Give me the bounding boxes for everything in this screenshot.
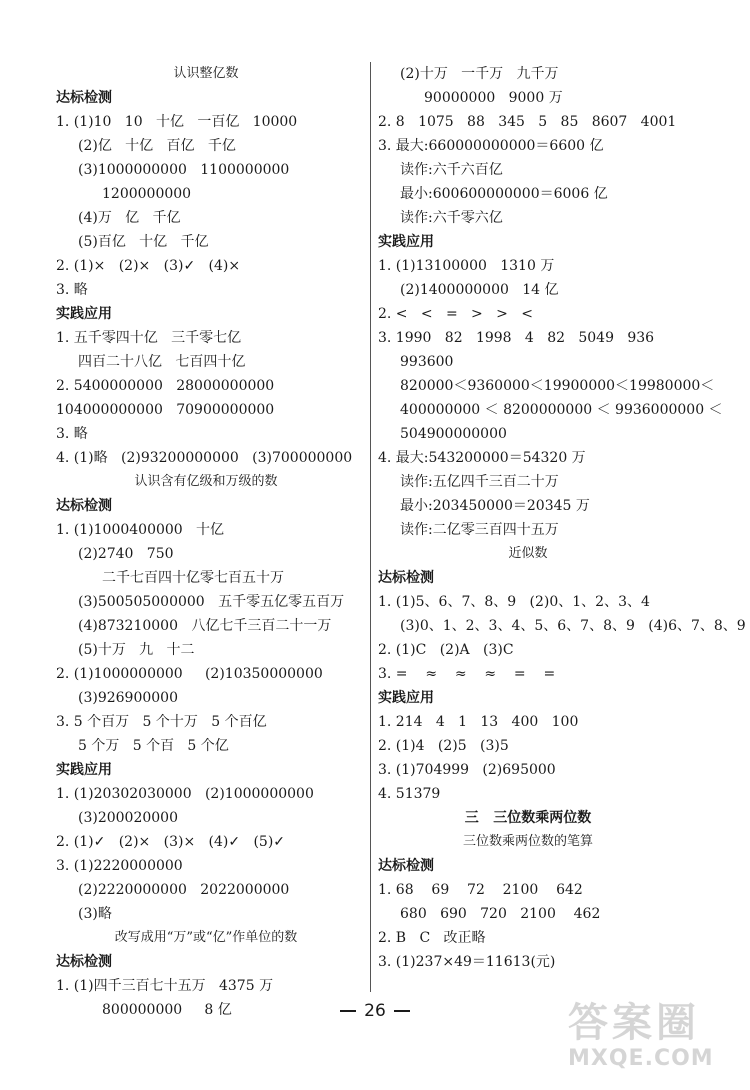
answer-line: 4. 最大:543200000＝54320 万: [378, 450, 586, 466]
answer-line: (2)2220000000 2022000000: [78, 882, 290, 898]
answer-line: 3. (1)704999 (2)695000: [378, 762, 556, 778]
answer-line: 504900000000: [400, 426, 507, 442]
answer-line: 1. (1)10 10 十亿 一百亿 10000: [56, 114, 298, 130]
answer-line: 820000＜9360000＜19900000＜19980000＜: [400, 378, 715, 394]
answer-line: 2. (1)1000000000 (2)10350000000: [56, 666, 323, 682]
answer-line: (3)500505000000 五千零五亿零五百万: [78, 594, 345, 610]
answer-line: (3)926900000: [78, 690, 178, 706]
answer-line: 读作:二亿零三百四十五万: [400, 522, 559, 538]
answer-line: 90000000 9000 万: [424, 90, 563, 106]
answer-line: 四百二十八亿 七百四十亿: [78, 354, 246, 370]
lesson-title: 近似数: [508, 546, 548, 561]
answer-line: 5 个万 5 个百 5 个亿: [78, 738, 229, 754]
answer-line: 2. (1)4 (2)5 (3)5: [378, 738, 509, 754]
answer-line: 1. 五千零四十亿 三千零七亿: [56, 330, 242, 346]
left-column: [56, 62, 356, 1022]
section-heading: 达标检测: [56, 498, 112, 514]
page-number-text: 26: [364, 1001, 386, 1021]
answer-line: 3. = ≈ ≈ ≈ = =: [378, 666, 556, 682]
answer-line: 104000000000 70900000000: [56, 402, 275, 418]
answer-line: 最小:203450000＝20345 万: [400, 498, 590, 514]
answer-line: (4)873210000 八亿七千三百二十一万: [78, 618, 332, 634]
answer-line: (2)2740 750: [78, 546, 174, 562]
answer-line: (5)百亿 十亿 千亿: [78, 234, 209, 250]
answer-line: (4)万 亿 千亿: [78, 210, 181, 226]
lesson-title: 认识整亿数: [173, 66, 239, 81]
answer-line: (2)1400000000 14 亿: [400, 282, 559, 298]
answer-line: 读作:五亿四千三百二十万: [400, 474, 559, 490]
answer-line: 680 690 720 2100 462: [400, 906, 601, 922]
answer-line: 二千七百四十亿零七百五十万: [102, 570, 284, 586]
answer-line: (2)十万 一千万 九千万: [400, 66, 559, 82]
right-column: [378, 62, 746, 974]
answer-line: 3. (1)2220000000: [56, 858, 183, 874]
section-heading: 达标检测: [56, 954, 112, 970]
section-heading: 达标检测: [378, 570, 434, 586]
answer-line: 993600: [400, 354, 454, 370]
lesson-title: 三 三位数乘两位数: [464, 810, 592, 826]
answer-line: 3. 略: [56, 282, 88, 298]
column-divider: [370, 62, 371, 992]
answer-line: 400000000 ＜ 8200000000 ＜ 9936000000 ＜: [400, 402, 723, 418]
page-number: [300, 996, 450, 1026]
answer-line: 1. (1)13100000 1310 万: [378, 258, 555, 274]
answer-line: 1. (1)5、6、7、8、9 (2)0、1、2、3、4: [378, 594, 650, 610]
answer-line: 1. (1)1000400000 十亿: [56, 522, 225, 538]
section-heading: 实践应用: [56, 306, 112, 322]
answer-line: 2. < < = > > <: [378, 306, 533, 322]
answer-line: (3)1000000000 1100000000: [78, 162, 290, 178]
answer-line: 读作:六千六百亿: [400, 162, 503, 178]
answer-line: 4. 51379: [378, 786, 441, 802]
lesson-title: 三位数乘两位数的笔算: [462, 834, 593, 849]
answer-line: 最小:600600000000＝6006 亿: [400, 186, 608, 202]
answer-line: 3. 1990 82 1998 4 82 5049 936: [378, 330, 655, 346]
watermark-logo: [568, 1000, 738, 1080]
answer-line: 2. (1)× (2)× (3)✓ (4)×: [56, 258, 241, 274]
answer-line: 1. (1)20302030000 (2)1000000000: [56, 786, 314, 802]
answer-line: (5)十万 九 十二: [78, 642, 195, 658]
section-heading: 达标检测: [378, 858, 434, 874]
answer-line: 3. 略: [56, 426, 88, 442]
answer-line: 4. (1)略 (2)93200000000 (3)700000000: [56, 450, 353, 466]
section-heading: 实践应用: [378, 234, 434, 250]
answer-line: (3)0、1、2、3、4、5、6、7、8、9 (4)6、7、8、9: [400, 618, 746, 634]
answer-line: 读作:六千零六亿: [400, 210, 503, 226]
answer-line: 3. 最大:660000000000＝6600 亿: [378, 138, 604, 154]
lesson-title: 改写成用“万”或“亿”作单位的数: [114, 930, 298, 945]
section-heading: 实践应用: [378, 690, 434, 706]
answer-line: 1. (1)四千三百七十五万 4375 万: [56, 978, 274, 994]
answer-line: (3)200020000: [78, 810, 178, 826]
answer-line: 1. 214 4 1 13 400 100: [378, 714, 579, 730]
section-heading: 实践应用: [56, 762, 112, 778]
answer-line: 2. (1)C (2)A (3)C: [378, 642, 514, 658]
answer-line: (3)略: [78, 906, 112, 922]
answer-line: 2. 8 1075 88 345 5 85 8607 4001: [378, 114, 677, 130]
answer-line: 2. (1)✓ (2)× (3)× (4)✓ (5)✓: [56, 834, 286, 850]
watermark-bottom: MXQE.COM: [568, 1046, 714, 1071]
answer-line: 2. 5400000000 28000000000: [56, 378, 275, 394]
answer-line: 1. 68 69 72 2100 642: [378, 882, 583, 898]
answer-line: 3. (1)237×49＝11613(元): [378, 954, 556, 970]
answer-line: (2)亿 十亿 百亿 千亿: [78, 138, 236, 154]
watermark-top: 答案圈: [568, 1000, 700, 1046]
answer-line: 1200000000: [102, 186, 192, 202]
answer-line: 2. B C 改正略: [378, 930, 486, 946]
section-heading: 达标检测: [56, 90, 112, 106]
lesson-title: 认识含有亿级和万级的数: [134, 474, 278, 489]
answer-line: 800000000 8 亿: [102, 1002, 232, 1018]
answer-line: 3. 5 个百万 5 个十万 5 个百亿: [56, 714, 267, 730]
